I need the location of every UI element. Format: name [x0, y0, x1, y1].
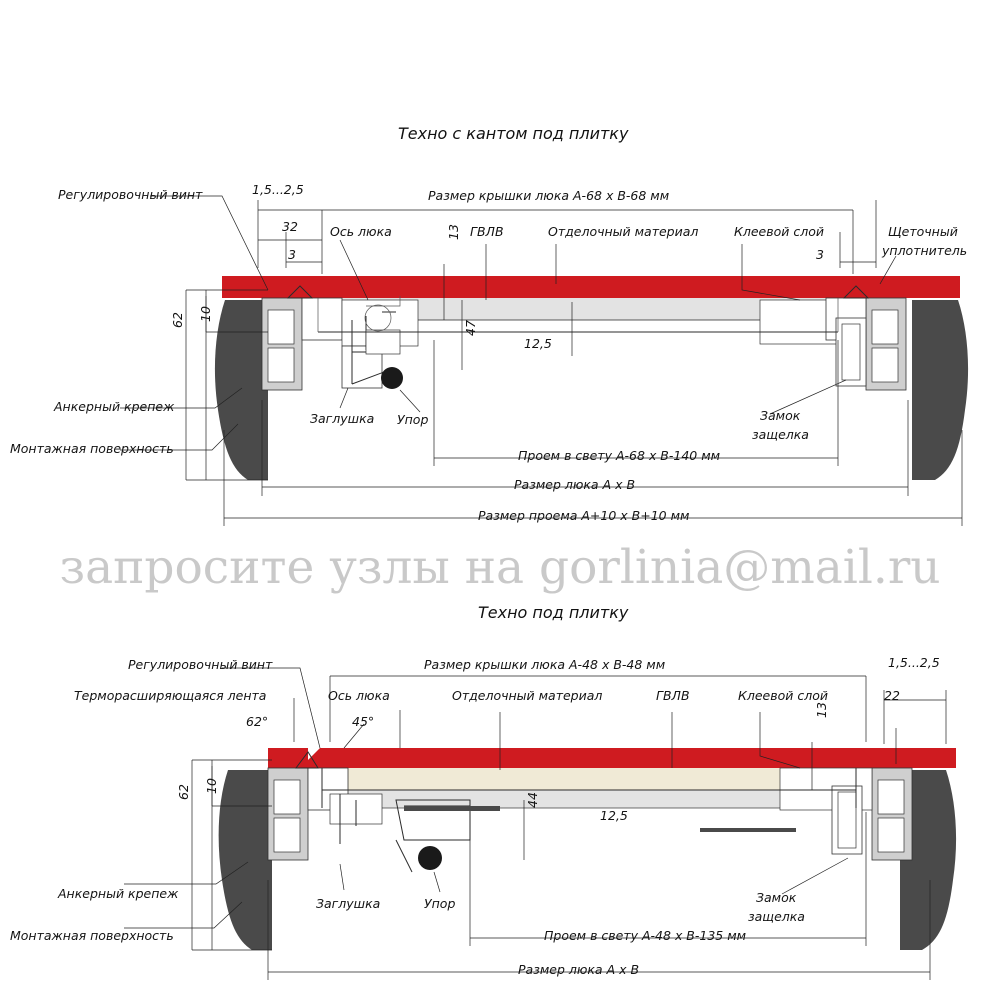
- label-hatch-axis-bottom: Ось люка: [328, 688, 390, 703]
- label-hatch-size-bottom: Размер люка А х В: [518, 962, 640, 977]
- dim-gap-top: 1,5...2,5: [252, 182, 304, 197]
- top-drawing-title: Техно с кантом под плитку: [398, 124, 629, 143]
- label-mount-surface-top: Монтажная поверхность: [10, 441, 174, 456]
- dim-10-top: 10: [198, 306, 213, 322]
- bottom-drawing-title: Техно под плитку: [478, 603, 629, 622]
- label-clear-opening-top: Проем в свету А-68 х В-140 мм: [518, 448, 721, 463]
- label-brush-seal-line2-top: уплотнитель: [882, 243, 968, 258]
- label-opening-size-top: Размер проема А+10 х В+10 мм: [478, 508, 690, 523]
- bottom-assembly-drawing: [219, 748, 956, 950]
- label-anchor-top: Анкерный крепеж: [54, 399, 175, 414]
- label-cover-size-top: Размер крышки люка А-68 х В-68 мм: [428, 188, 670, 203]
- dim-32-top: 32: [282, 219, 298, 234]
- watermark-text: запросите узлы на gorlinia@mail.ru: [59, 540, 941, 595]
- angle-45-bottom: 45°: [352, 714, 375, 729]
- dim-gap-bottom: 1,5...2,5: [888, 655, 940, 670]
- label-cover-size-bottom: Размер крышки люка А-48 х В-48 мм: [424, 657, 666, 672]
- angle-62-bottom: 62°: [246, 714, 269, 729]
- dim-62-top: 62: [170, 312, 185, 328]
- label-finish-material-top: Отделочный материал: [548, 224, 699, 239]
- dim-3-right-top: 3: [816, 247, 824, 262]
- label-lock-line2-top: защелка: [752, 427, 809, 442]
- dim-13-bottom: 13: [814, 702, 829, 718]
- dim-12-5-top: 12,5: [524, 336, 552, 351]
- label-gvlv-bottom: ГВЛВ: [656, 688, 690, 703]
- label-hatch-axis-top: Ось люка: [330, 224, 392, 239]
- label-lock-bottom: Замок: [756, 890, 797, 905]
- dim-22-bottom: 22: [884, 688, 900, 703]
- label-brush-seal-top: Щеточный: [888, 224, 958, 239]
- label-adjust-screw-bottom: Регулировочный винт: [128, 657, 273, 672]
- label-glue-layer-bottom: Клеевой слой: [738, 688, 828, 703]
- label-lock-top: Замок: [760, 408, 801, 423]
- dim-3-left-top: 3: [288, 247, 296, 262]
- dim-12-5-bottom: 12,5: [600, 808, 628, 823]
- label-stop-top: Упор: [397, 412, 429, 427]
- dim-44-bottom: 44: [525, 792, 540, 808]
- label-adjust-screw-top: Регулировочный винт: [58, 187, 203, 202]
- label-stop-bottom: Упор: [424, 896, 456, 911]
- dim-13-top: 13: [446, 224, 461, 240]
- label-mount-surface-bottom: Монтажная поверхность: [10, 928, 174, 943]
- label-gvlv-top: ГВЛВ: [470, 224, 504, 239]
- label-thermo-tape-bottom: Терморасширяющаяся лента: [74, 688, 267, 703]
- label-plug-top: Заглушка: [310, 411, 375, 426]
- label-clear-opening-bottom: Проем в свету А-48 х В-135 мм: [544, 928, 747, 943]
- dim-47-top: 47: [463, 320, 478, 336]
- label-anchor-bottom: Анкерный крепеж: [58, 886, 179, 901]
- dim-62-bottom: 62: [176, 784, 191, 800]
- label-finish-material-bottom: Отделочный материал: [452, 688, 603, 703]
- label-hatch-size-top: Размер люка А х В: [514, 477, 636, 492]
- label-plug-bottom: Заглушка: [316, 896, 381, 911]
- label-lock-line2-bottom: защелка: [748, 909, 805, 924]
- dim-10-bottom: 10: [204, 778, 219, 794]
- label-glue-layer-top: Клеевой слой: [734, 224, 824, 239]
